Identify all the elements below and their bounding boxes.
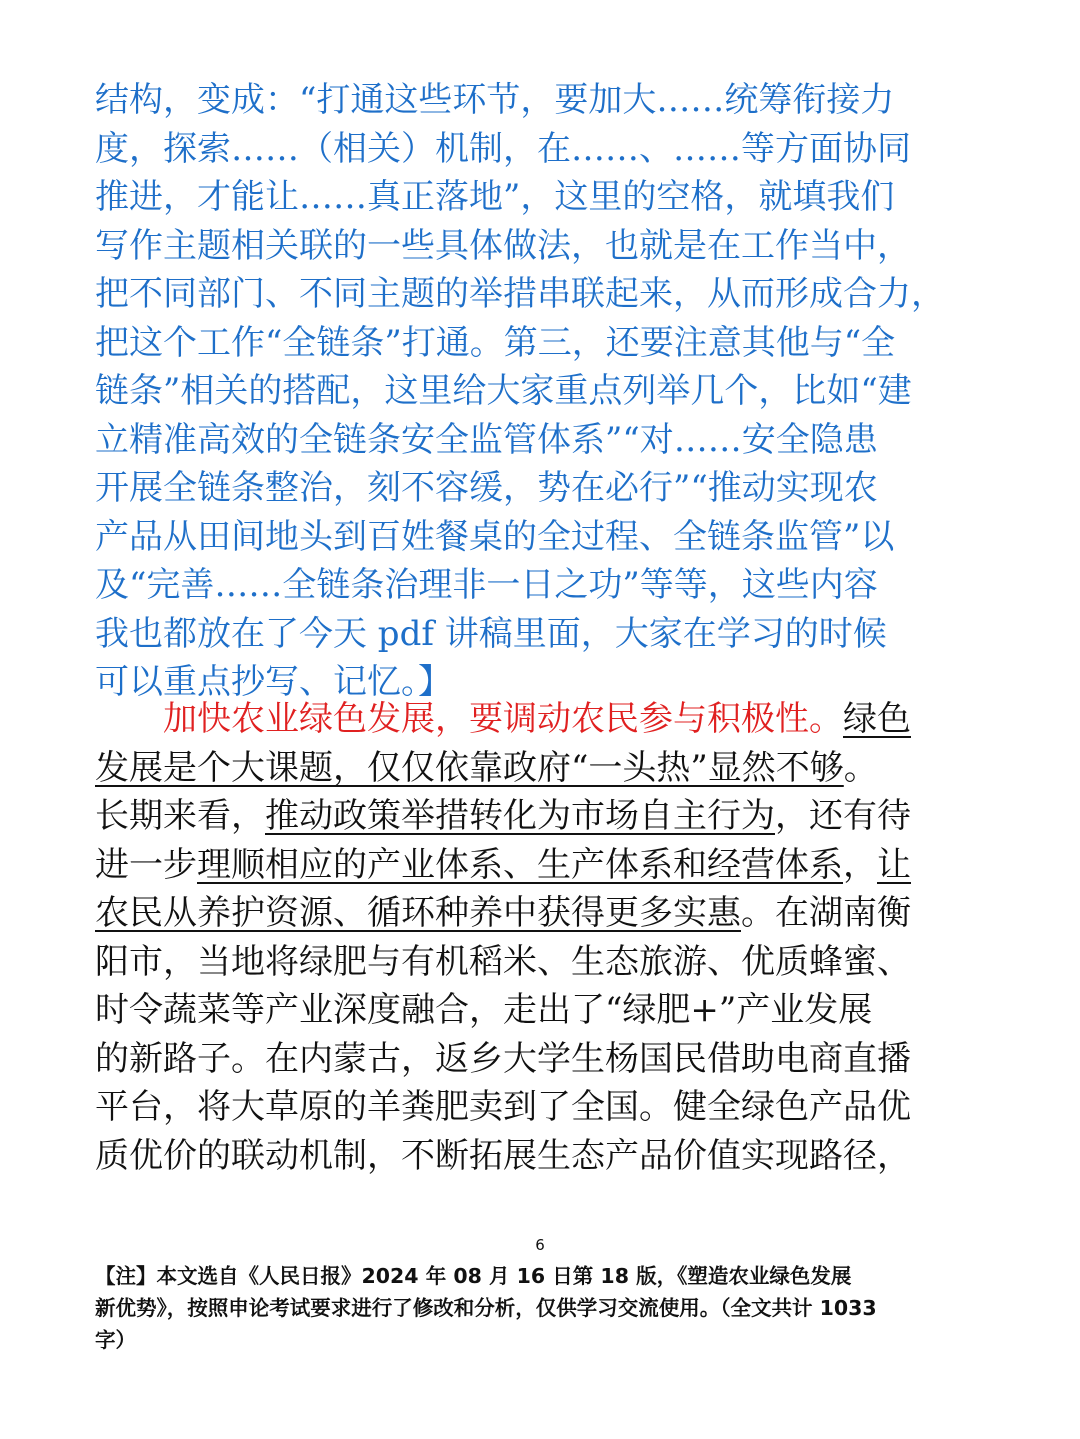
comment-line: 我也都放在了今天 pdf 讲稿里面，大家在学习的时候 — [95, 613, 887, 654]
paragraph-line — [95, 889, 987, 938]
article-paragraph — [95, 695, 987, 1180]
footnote-line: 【注】本文选自《人民日报》2024 年 08 月 16 日第 18 版，《塑造农业绿色发展 — [95, 1264, 852, 1288]
paragraph-line: 的新路子。在内蒙古，返乡大学生杨国民借助电商直播 — [95, 1038, 911, 1079]
paragraph-line — [95, 841, 987, 890]
text-segment: 。在湖南衡 — [741, 893, 911, 933]
text-segment: 长期来看， — [95, 796, 265, 836]
footnote-line: 新优势》，按照申论考试要求进行了修改和分析，仅供学习交流使用。（全文共计 1033 — [95, 1296, 877, 1320]
underlined-text: 农民从养护资源、循环种养中获得更多实惠 — [95, 893, 741, 933]
underlined-text: 理顺相应的产业体系、生产体系和经营体系 — [197, 844, 843, 885]
paragraph-heading: 加快农业绿色发展，要调动农民参与积极性。 — [163, 699, 843, 739]
paragraph-line: 平台，将大草原的羊粪肥卖到了全国。健全绿色产品优 — [95, 1087, 911, 1127]
text-segment: ，还有待 — [775, 796, 911, 836]
page-number: 6 — [535, 1236, 545, 1254]
paragraph-line: 质优价的联动机制，不断拓展生态产品价值实现路径， — [95, 1135, 911, 1176]
underlined-text: 推动政策举措转化为市场自主行为 — [265, 796, 775, 836]
teacher-comment-block — [95, 76, 987, 707]
underlined-text: 绿色 — [843, 699, 911, 739]
paragraph-line — [95, 744, 987, 793]
comment-line: 把这个工作“全链条”打通。第三，还要注意其他与“全 — [95, 322, 896, 363]
footnote-line: 字） — [95, 1328, 136, 1352]
comment-line: 写作主题相关联的一些具体做法，也就是在工作当中， — [95, 225, 911, 266]
comment-line: 产品从田间地头到百姓餐桌的全过程、全链条监管”以 — [95, 516, 895, 557]
paragraph-line — [95, 695, 987, 744]
text-segment: 。 — [843, 747, 878, 788]
text-segment: ， — [843, 844, 877, 885]
comment-line: 把不同部门、不同主题的举措串联起来，从而形成合力， — [95, 274, 945, 314]
comment-line: 度，探索……（相关）机制，在……、……等方面协同 — [95, 128, 911, 169]
underlined-text: 让 — [877, 844, 911, 885]
paragraph-line: 阳市，当地将绿肥与有机稻米、生态旅游、优质蜂蜜、 — [95, 941, 911, 982]
comment-line: 链条”相关的搭配，这里给大家重点列举几个，比如“建 — [95, 371, 912, 411]
paragraph-line — [95, 792, 987, 841]
text-segment: 进一步 — [95, 844, 197, 885]
comment-line: 及“完善……全链条治理非一日之功”等等，这些内容 — [95, 565, 878, 605]
comment-line: 可以重点抄写、记忆。】 — [95, 662, 452, 702]
comment-line: 推进，才能让……真正落地”，这里的空格，就填我们 — [95, 177, 895, 217]
comment-line: 开展全链条整治，刻不容缓，势在必行”“推动实现农 — [95, 468, 878, 508]
comment-line: 结构，变成：“打通这些环节，要加大……统筹衔接力 — [95, 80, 895, 120]
underlined-text: 发展是个大课题，仅仅依靠政府“一头热”显然不够 — [95, 747, 844, 788]
footnote — [95, 1260, 990, 1356]
comment-line: 立精准高效的全链条安全监管体系”“对……安全隐患 — [95, 419, 878, 460]
paragraph-line: 时令蔬菜等产业深度融合，走出了“绿肥+”产业发展 — [95, 990, 873, 1030]
